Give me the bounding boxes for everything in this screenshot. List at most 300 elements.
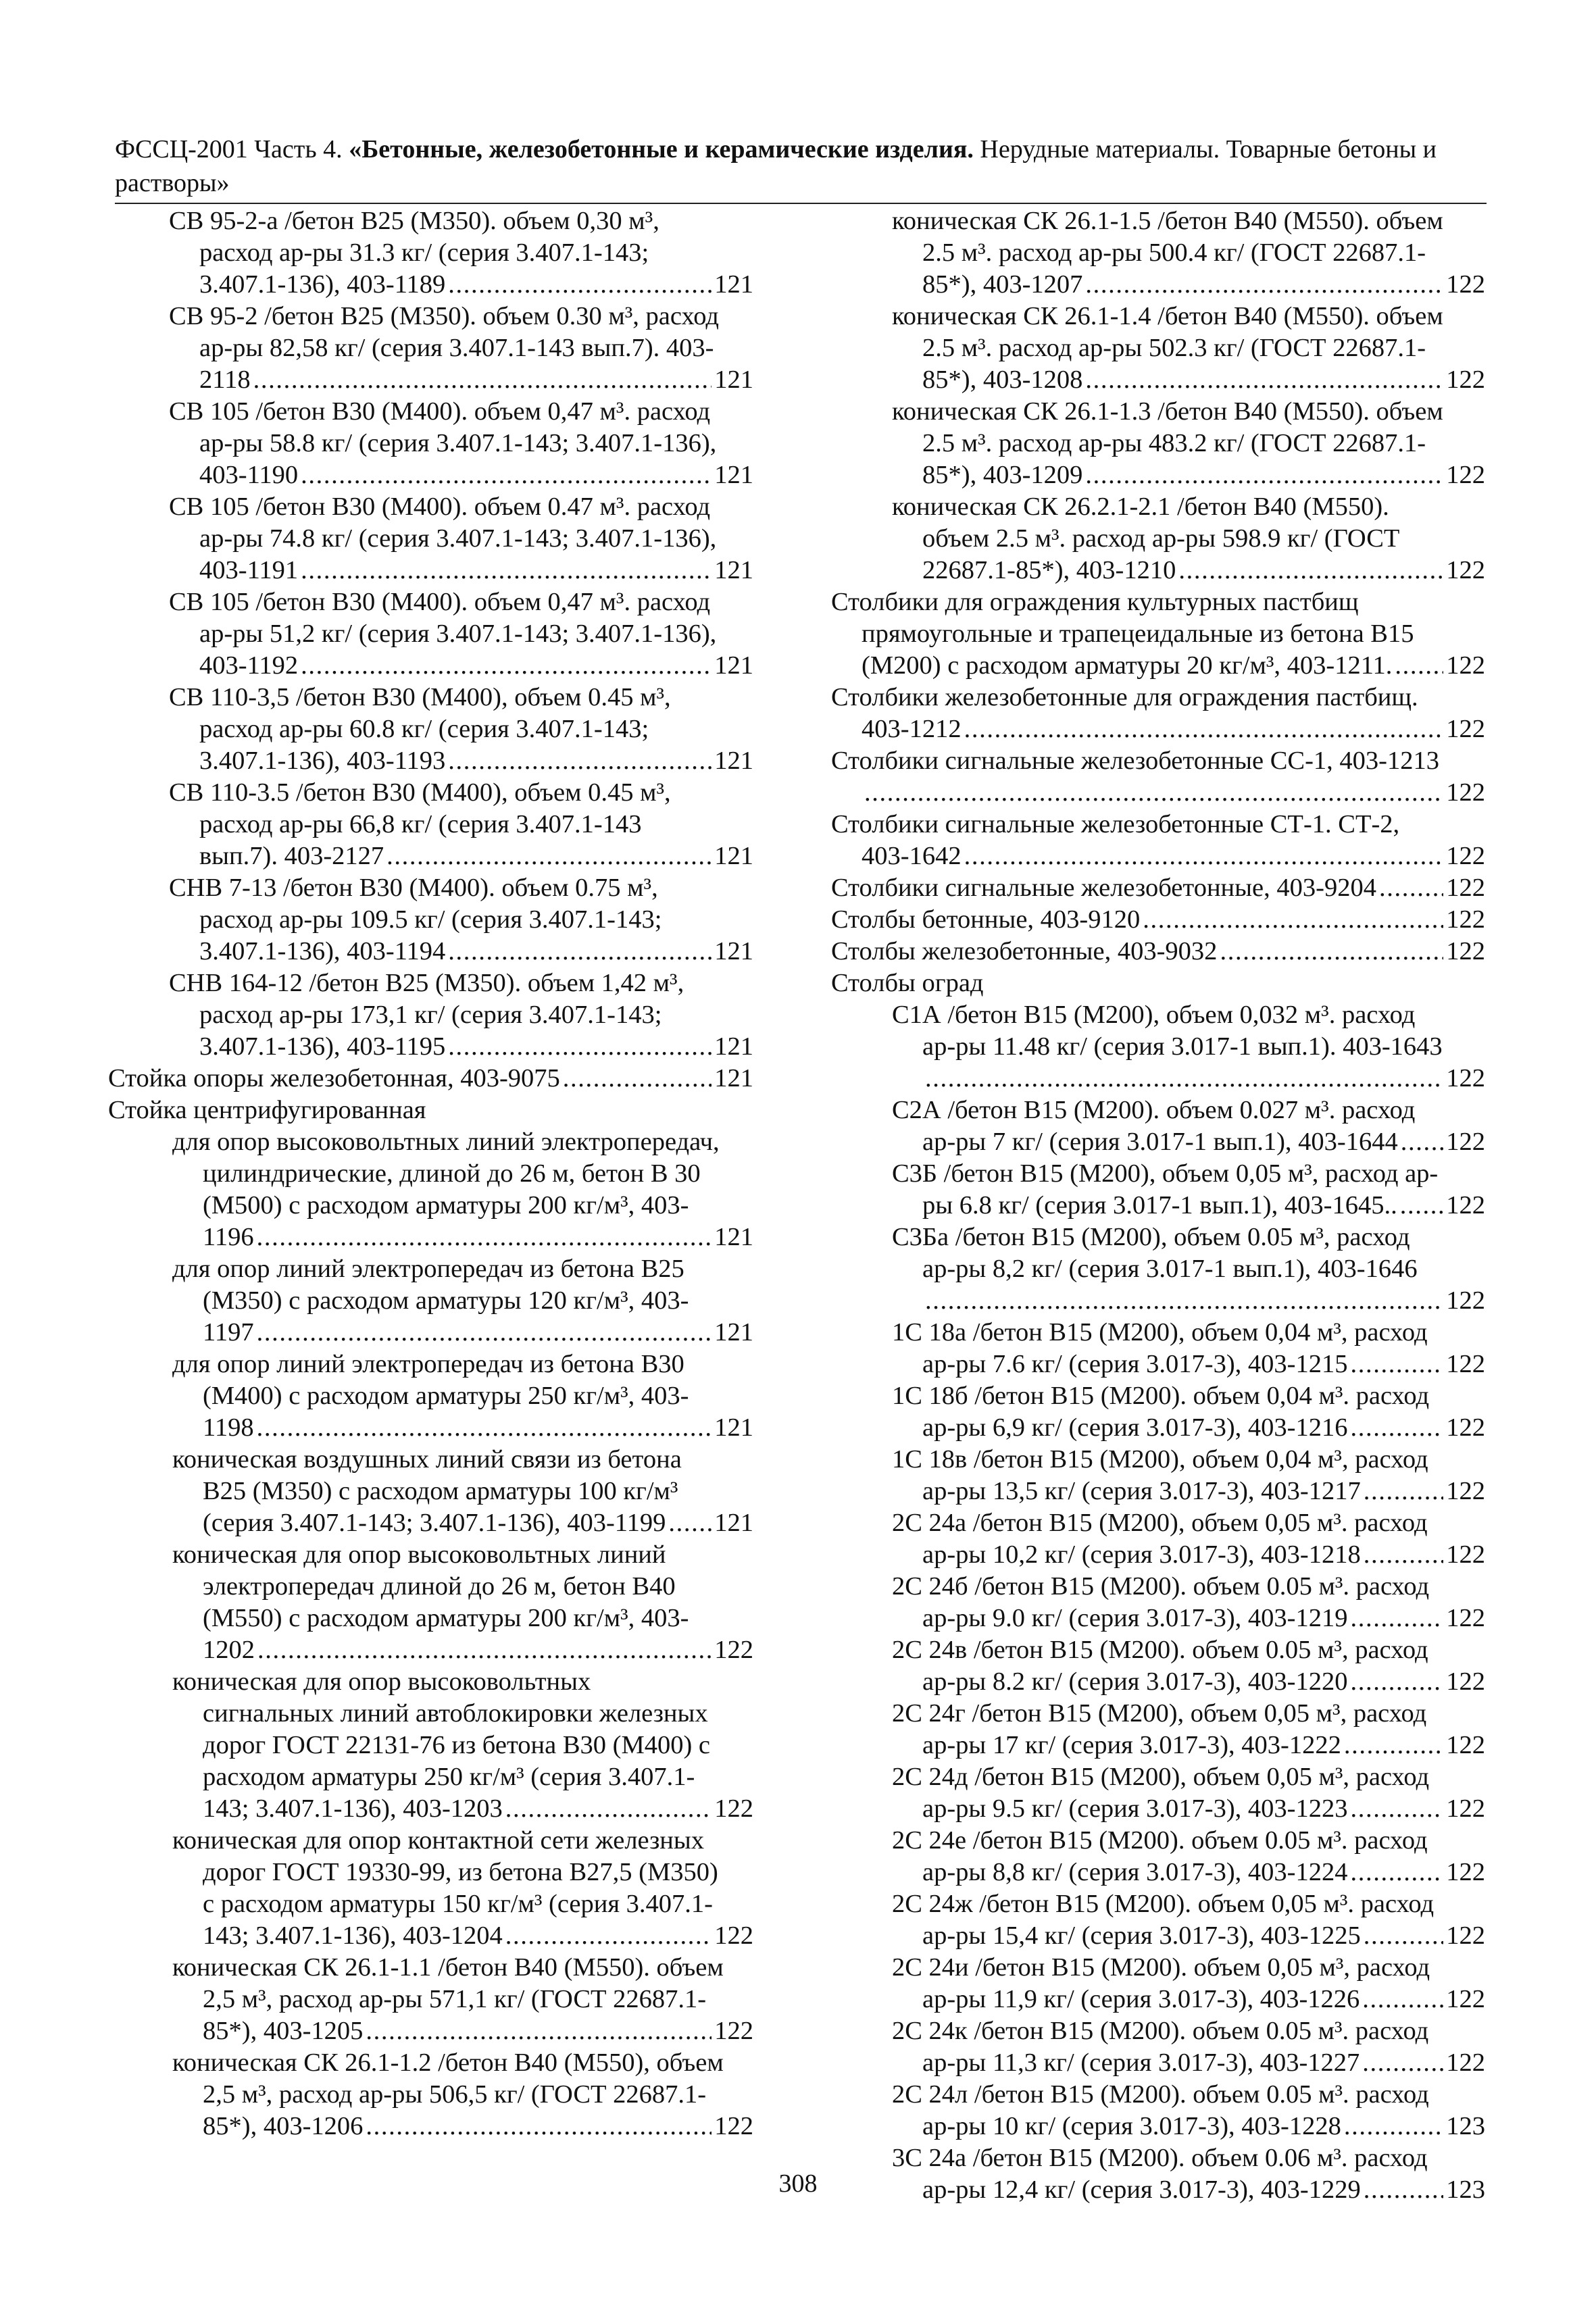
index-entry (831, 745, 1485, 809)
entry-text-line: (М550) с расходом арматуры 200 кг/м³, 403- (203, 1604, 689, 1632)
entry-leader-line (892, 1349, 1485, 1380)
entry-text-line: дорог ГОСТ 19330-99, из бетона В27,5 (М350) (203, 1858, 718, 1886)
entry-text-line: коническая СК 26.2.1-2.1 /бетон В40 (М550). (892, 493, 1389, 521)
entry-page-ref: 121 (714, 842, 753, 870)
index-entry (108, 396, 753, 491)
index-entry (831, 904, 1485, 936)
dot-leader (964, 713, 1444, 745)
entry-page-ref: 122 (1446, 1794, 1485, 1823)
entry-text-line: расход ар-ры 173,1 кг/ (серия 3.407.1-143; (199, 1001, 662, 1029)
index-entry (108, 967, 753, 1063)
entry-leader-line (831, 777, 1485, 809)
entry-text-line: коническая для опор высоковольтных (172, 1667, 591, 1696)
entry-last-text: 85*), 403-1206 (203, 2112, 364, 2140)
entry-leader-line (831, 904, 1485, 936)
entry-text-line: 2С 24д /бетон В15 (М200), объем 0,05 м³, расход (892, 1763, 1430, 1791)
index-entry (831, 682, 1485, 745)
index-entry (108, 1349, 753, 1444)
entry-leader-line (172, 1507, 753, 1539)
entry-page-ref: 122 (1446, 1413, 1485, 1442)
entry-last-text: ар-ры 10,2 кг/ (серия 3.017-3), 403-1218 (922, 1540, 1361, 1569)
entry-leader-line (172, 1920, 753, 1952)
entry-page-ref: 122 (1446, 842, 1485, 870)
entry-text-line: расход ар-ры 31.3 кг/ (серия 3.407.1-143; (199, 238, 649, 267)
entry-text-line: коническая СК 26.1-1.1 /бетон В40 (М550). объем (172, 1953, 724, 1982)
dot-leader (448, 1031, 712, 1063)
entry-page-ref: 122 (1446, 1128, 1485, 1156)
index-entry (831, 1634, 1485, 1698)
entry-last-text: ар-ры 7 кг/ (серия 3.017-1 вып.1), 403-1644 (922, 1128, 1398, 1156)
entry-text-line: 2С 24к /бетон В15 (М200). объем 0.05 м³. расход (892, 2017, 1429, 2045)
entry-leader-line (831, 713, 1485, 745)
dot-leader (386, 840, 712, 872)
entry-leader-line (892, 1126, 1485, 1158)
entry-text-line: С2А /бетон В15 (М200). объем 0.027 м³. расход (892, 1096, 1416, 1124)
right-index-column (831, 205, 1485, 2206)
entry-text-line: 2.5 м³. расход ар-ры 500.4 кг/ (ГОСТ 22687.1- (922, 238, 1426, 267)
dot-leader (1362, 1984, 1443, 2015)
entry-text-line: СВ 95-2-а /бетон В25 (М350). объем 0,30 м³, (169, 207, 659, 235)
index-entry (108, 491, 753, 586)
entry-page-ref: 122 (1446, 461, 1485, 489)
index-entry (108, 777, 753, 872)
entry-leader-line (892, 269, 1485, 301)
dot-leader (563, 1063, 712, 1095)
index-entry (108, 1539, 753, 1666)
dot-leader (257, 1412, 712, 1444)
entry-text-line: Стойка центрифугированная (108, 1096, 426, 1124)
entry-text-line: 2С 24г /бетон В15 (М200), объем 0,05 м³, расход (892, 1699, 1427, 1728)
entry-page-ref: 122 (1446, 1985, 1485, 2013)
entry-text-line: Столбы оград (831, 969, 984, 997)
entry-text-line: расход ар-ры 60.8 кг/ (серия 3.407.1-143; (199, 715, 649, 743)
entry-text-line: цилиндрические, длиной до 26 м, бетон В 30 (203, 1159, 701, 1188)
entry-last-text: 3.407.1-136), 403-1189 (199, 270, 446, 299)
entry-last-text: 22687.1-85*), 403-1210 (922, 556, 1176, 584)
index-entry (831, 1698, 1485, 1761)
entry-text-line: 3С 24а /бетон В15 (М200). объем 0.06 м³. расход (892, 2144, 1428, 2172)
entry-page-ref: 121 (714, 1318, 753, 1347)
entry-text-line: ар-ры 74.8 кг/ (серия 3.407.1-143; 3.407.1-136), (199, 524, 717, 553)
index-entry (108, 205, 753, 301)
dot-leader (257, 1222, 712, 1253)
entry-page-ref: 121 (714, 1509, 753, 1537)
entry-page-ref: 122 (1446, 715, 1485, 743)
entry-last-text: 1196 (203, 1223, 254, 1251)
dot-leader (1085, 459, 1443, 491)
entry-last-text: 403-1190 (199, 461, 299, 489)
index-entry (108, 1952, 753, 2047)
entry-leader-line (892, 2111, 1485, 2142)
dot-leader (1400, 1190, 1444, 1222)
entry-last-text: 403-1212 (862, 715, 962, 743)
dot-leader (1362, 2047, 1443, 2079)
entry-page-ref: 122 (1446, 556, 1485, 584)
page-number: 308 (778, 2169, 818, 2198)
entry-last-text: (серия 3.407.1-143; 3.407.1-136), 403-1199 (203, 1509, 666, 1537)
entry-page-ref: 122 (1446, 1667, 1485, 1696)
entry-last-text: ар-ры 8,8 кг/ (серия 3.017-3), 403-1224 (922, 1858, 1348, 1886)
entry-last-text: 1198 (203, 1413, 254, 1442)
index-entry (108, 2047, 753, 2142)
index-entry (831, 1571, 1485, 1634)
dot-leader (1379, 872, 1443, 904)
header-prefix: ФССЦ-2001 Часть 4. (115, 135, 349, 164)
entry-text-line: С1А /бетон В15 (М200), объем 0,032 м³. расход (892, 1001, 1416, 1029)
index-entry (108, 682, 753, 777)
dot-leader (448, 936, 712, 967)
entry-text-line: 2С 24и /бетон В15 (М200). объем 0,05 м³, расход (892, 1953, 1430, 1982)
entry-last-text: 1202 (203, 1636, 255, 1664)
entry-text-line: (М500) с расходом арматуры 200 кг/м³, 403- (203, 1191, 689, 1219)
entry-text-line: (М350) с расходом арматуры 120 кг/м³, 403- (203, 1286, 689, 1315)
entry-page-ref: 122 (1446, 905, 1485, 934)
entry-last-text: (М200) с расходом арматуры 20 кг/м³, 403-1211. (862, 651, 1393, 680)
entry-leader-line (831, 840, 1485, 872)
entry-text-line: электропередач длиной до 26 м, бетон В40 (203, 1572, 676, 1601)
index-entry (831, 1317, 1485, 1380)
entry-leader-line (892, 1920, 1485, 1952)
entry-last-text: ар-ры 8.2 кг/ (серия 3.017-3), 403-1220 (922, 1667, 1348, 1696)
entry-leader-line (892, 1190, 1485, 1222)
dot-leader (964, 840, 1444, 872)
entry-last-text: 85*), 403-1209 (922, 461, 1083, 489)
entry-text-line: 2С 24е /бетон В15 (М200). объем 0.05 м³. расход (892, 1826, 1428, 1855)
entry-last-text: ар-ры 15,4 кг/ (серия 3.017-3), 403-1225 (922, 1921, 1361, 1950)
index-entry (831, 1761, 1485, 1825)
entry-text-line: объем 2.5 м³. расход ар-ры 598.9 кг/ (ГОСТ (922, 524, 1400, 553)
dot-leader (301, 459, 712, 491)
entry-page-ref: 121 (714, 1223, 753, 1251)
dot-leader (448, 745, 712, 777)
entry-text-line: СВ 110-3.5 /бетон В30 (М400), объем 0.45 м³, (169, 778, 671, 807)
entry-page-ref: 121 (714, 1413, 753, 1442)
entry-last-text: 3.407.1-136), 403-1193 (199, 747, 446, 775)
entry-last-text: 85*), 403-1205 (203, 2017, 364, 2045)
index-entry (831, 1444, 1485, 1507)
index-entry (831, 586, 1485, 682)
index-entry (108, 1825, 753, 1952)
entry-leader-line (892, 1412, 1485, 1444)
dot-leader (1344, 2111, 1443, 2142)
dot-leader (864, 777, 1443, 809)
entry-leader-line (892, 459, 1485, 491)
entry-leader-line (892, 2047, 1485, 2079)
index-entry (831, 1507, 1485, 1571)
entry-last-text: ры 6.8 кг/ (серия 3.017-1 вып.1), 403-1645.. (922, 1191, 1397, 1219)
entry-page-ref: 122 (714, 1921, 753, 1950)
entry-leader-line (169, 745, 753, 777)
entry-text-line: коническая СК 26.1-1.3 /бетон В40 (М550). объем (892, 397, 1443, 426)
entry-last-text: 3.407.1-136), 403-1195 (199, 1032, 446, 1061)
entry-page-ref: 122 (714, 2017, 753, 2045)
entry-text-line: прямоугольные и трапецеидальные из бетона В15 (862, 620, 1414, 648)
dot-leader (448, 269, 712, 301)
index-entry (108, 1444, 753, 1539)
entry-text-line: Столбики для ограждения культурных пастбищ (831, 588, 1359, 616)
dot-leader (1143, 904, 1443, 936)
entry-text-line: 2С 24б /бетон В15 (М200). объем 0.05 м³. расход (892, 1572, 1430, 1601)
entry-last-text: 143; 3.407.1-136), 403-1203 (203, 1794, 503, 1823)
entry-text-line: коническая для опор высоковольтных линий (172, 1540, 666, 1569)
dot-leader (1395, 650, 1443, 682)
entry-text-line: расход ар-ры 66,8 кг/ (серия 3.407.1-143 (199, 810, 642, 838)
entry-text-line: СВ 105 /бетон В30 (М400). объем 0.47 м³. расход (169, 493, 711, 521)
entry-last-text: ар-ры 7.6 кг/ (серия 3.017-3), 403-1215 (922, 1350, 1348, 1378)
dot-leader (1350, 1603, 1443, 1634)
entry-last-text: 85*), 403-1207 (922, 270, 1083, 299)
index-entry (831, 872, 1485, 904)
dot-leader (366, 2111, 712, 2142)
entry-text-line: СНВ 164-12 /бетон В25 (М350). объем 1,42 м³, (169, 969, 684, 997)
entry-page-ref: 121 (714, 651, 753, 680)
dot-leader (1344, 1730, 1443, 1761)
dot-leader (1350, 1857, 1443, 1888)
left-index-column (108, 205, 753, 2142)
dot-leader (1085, 364, 1443, 396)
dot-leader (668, 1507, 712, 1539)
entry-text-line: СНВ 7-13 /бетон В30 (М400). объем 0.75 м³, (169, 874, 658, 902)
entry-last-text: 1197 (203, 1318, 254, 1347)
entry-leader-line (892, 1730, 1485, 1761)
entry-page-ref: 122 (1446, 1858, 1485, 1886)
entry-text-line: СВ 105 /бетон В30 (М400). объем 0,47 м³. расход (169, 397, 711, 426)
index-entry (831, 2079, 1485, 2142)
index-entry (831, 1095, 1485, 1158)
entry-leader-line (169, 650, 753, 682)
dot-leader (366, 2015, 712, 2047)
dot-leader (1350, 1412, 1443, 1444)
entry-last-text: 2118 (199, 366, 251, 394)
entry-leader-line (892, 1984, 1485, 2015)
dot-leader (505, 1920, 712, 1952)
entry-last-text: ар-ры 6,9 кг/ (серия 3.017-3), 403-1216 (922, 1413, 1348, 1442)
entry-page-ref: 122 (1446, 366, 1485, 394)
entry-text-line: ар-ры 11.48 кг/ (серия 3.017-1 вып.1). 403-1643 (922, 1032, 1443, 1061)
dot-leader (925, 1285, 1443, 1317)
entry-page-ref: 121 (714, 366, 753, 394)
entry-page-ref: 122 (1446, 1350, 1485, 1378)
entry-last-text: ар-ры 11,3 кг/ (серия 3.017-3), 403-1227 (922, 2048, 1360, 2077)
entry-text-line: расходом арматуры 250 кг/м³ (серия 3.407.1- (203, 1763, 695, 1791)
index-entry (108, 301, 753, 396)
entry-leader-line (169, 459, 753, 491)
header-bold-title: «Бетонные, железобетонные и керамические изделия. (349, 135, 974, 164)
entry-leader-line (172, 2111, 753, 2142)
entry-last-text: Стойка опоры железобетонная, 403-9075 (108, 1064, 560, 1092)
header-suffix: Нерудные материалы. Товарные бетоны и (973, 135, 1437, 164)
dot-leader (257, 1634, 712, 1666)
entry-last-text: Столбики сигнальные железобетонные, 403-9204 (831, 874, 1376, 902)
entry-page-ref: 121 (714, 1064, 753, 1092)
entry-page-ref: 122 (1446, 1921, 1485, 1950)
dot-leader (1350, 1349, 1443, 1380)
entry-page-ref: 121 (714, 556, 753, 584)
entry-text-line: 2С 24а /бетон В15 (М200), объем 0,05 м³. расход (892, 1509, 1428, 1537)
entry-page-ref: 122 (1446, 1191, 1485, 1219)
index-entry (831, 1158, 1485, 1222)
entry-text-line: коническая СК 26.1-1.2 /бетон В40 (М550), объем (172, 2048, 724, 2077)
entry-text-line: коническая СК 26.1-1.4 /бетон В40 (М550). объем (892, 302, 1443, 330)
entry-last-text: ар-ры 12,4 кг/ (серия 3.017-3), 403-1229 (922, 2175, 1361, 2204)
entry-text-line: Столбики железобетонные для ограждения пастбищ. (831, 683, 1418, 711)
index-entry (108, 1666, 753, 1825)
entry-page-ref: 122 (1446, 1477, 1485, 1505)
dot-leader (253, 364, 712, 396)
dot-leader (301, 650, 712, 682)
entry-text-line: (М400) с расходом арматуры 250 кг/м³, 403- (203, 1382, 689, 1410)
entry-page-ref: 122 (1446, 874, 1485, 902)
entry-page-ref: 122 (714, 1636, 753, 1664)
entry-page-ref: 123 (1446, 2175, 1485, 2204)
entry-last-text: 403-1191 (199, 556, 299, 584)
entry-text-line: ар-ры 58.8 кг/ (серия 3.407.1-143; 3.407.1-136), (199, 429, 717, 457)
entry-page-ref: 122 (1446, 2048, 1485, 2077)
index-entry (831, 491, 1485, 586)
index-entry (831, 1222, 1485, 1317)
entry-text-line: ар-ры 51,2 кг/ (серия 3.407.1-143; 3.407.1-136), (199, 620, 717, 648)
entry-last-text: 403-1192 (199, 651, 299, 680)
entry-text-line: 2,5 м³, расход ар-ры 506,5 кг/ (ГОСТ 22687.1- (203, 2080, 707, 2109)
entry-text-line: В25 (М350) с расходом арматуры 100 кг/м³ (203, 1477, 678, 1505)
entry-page-ref: 122 (1446, 778, 1485, 807)
entry-text-line: 2С 24ж /бетон В15 (М200). объем 0,05 м³. расход (892, 1890, 1435, 1918)
entry-text-line: 2,5 м³, расход ар-ры 571,1 кг/ (ГОСТ 22687.1- (203, 1985, 707, 2013)
entry-leader-line (892, 555, 1485, 586)
entry-leader-line (169, 555, 753, 586)
entry-leader-line (892, 1857, 1485, 1888)
entry-leader-line (172, 1222, 753, 1253)
index-entry (831, 1952, 1485, 2015)
entry-text-line: Столбики сигнальные железобетонные СТ-1. СТ-2, (831, 810, 1400, 838)
entry-text-line: С3Ба /бетон В15 (М200), объем 0.05 м³, расход (892, 1223, 1410, 1251)
entry-text-line: коническая воздушных линий связи из бетона (172, 1445, 682, 1474)
index-entry (831, 1825, 1485, 1888)
entry-text-line: 2.5 м³. расход ар-ры 502.3 кг/ (ГОСТ 22687.1- (922, 334, 1426, 362)
header-line2: растворы» (115, 169, 230, 197)
entry-last-text: Столбы железобетонные, 403-9032 (831, 937, 1218, 965)
index-entry (831, 396, 1485, 491)
dot-leader (1085, 269, 1443, 301)
entry-text-line: С3Б /бетон В15 (М200), объем 0,05 м³, расход ар- (892, 1159, 1439, 1188)
entry-last-text: 85*), 403-1208 (922, 366, 1083, 394)
entry-page-ref: 122 (1446, 1731, 1485, 1759)
entry-leader-line (169, 1031, 753, 1063)
entry-text-line: коническая для опор контактной сети железных (172, 1826, 705, 1855)
entry-leader-line (108, 1063, 753, 1095)
entry-leader-line (172, 1317, 753, 1349)
entry-leader-line (831, 936, 1485, 967)
page-header (115, 132, 1487, 200)
index-entry (831, 205, 1485, 301)
entry-leader-line (892, 1539, 1485, 1571)
dot-leader (505, 1793, 712, 1825)
entry-leader-line (172, 1793, 753, 1825)
entry-text-line: ар-ры 8,2 кг/ (серия 3.017-1 вып.1), 403-1646 (922, 1255, 1418, 1283)
entry-text-line: СВ 110-3,5 /бетон В30 (М400), объем 0.45 м³, (169, 683, 671, 711)
entry-leader-line (169, 936, 753, 967)
entry-text-line: сигнальных линий автоблокировки железных (203, 1699, 708, 1728)
entry-leader-line (892, 1793, 1485, 1825)
entry-last-text: вып.7). 403-2127 (199, 842, 384, 870)
entry-leader-line (172, 1634, 753, 1666)
index-entry (831, 2015, 1485, 2079)
entry-last-text: ар-ры 9.0 кг/ (серия 3.017-3), 403-1219 (922, 1604, 1348, 1632)
dot-leader (257, 1317, 712, 1349)
entry-text-line: для опор линий электропередач из бетона В25 (172, 1255, 684, 1283)
entry-text-line: 2С 24в /бетон В15 (М200). объем 0.05 м³, расход (892, 1636, 1428, 1664)
dot-leader (1178, 555, 1443, 586)
dot-leader (925, 1063, 1443, 1095)
entry-leader-line (831, 872, 1485, 904)
dot-leader (1350, 1793, 1443, 1825)
entry-page-ref: 122 (1446, 1540, 1485, 1569)
entry-page-ref: 122 (1446, 1064, 1485, 1092)
entry-text-line: Столбики сигнальные железобетонные СС-1, 403-1213 (831, 747, 1439, 775)
dot-leader (1220, 936, 1443, 967)
dot-leader (1364, 1476, 1444, 1507)
entry-page-ref: 122 (1446, 937, 1485, 965)
entry-last-text: 143; 3.407.1-136), 403-1204 (203, 1921, 503, 1950)
entry-leader-line (892, 1476, 1485, 1507)
entry-text-line: коническая СК 26.1-1.5 /бетон В40 (М550). объем (892, 207, 1443, 235)
entry-leader-line (892, 364, 1485, 396)
entry-last-text: ар-ры 10 кг/ (серия 3.017-3), 403-1228 (922, 2112, 1341, 2140)
entry-leader-line (892, 1063, 1485, 1095)
index-entry (108, 1063, 753, 1095)
entry-leader-line (169, 269, 753, 301)
entry-page-ref: 122 (1446, 270, 1485, 299)
dot-leader (1350, 1666, 1443, 1698)
entry-text-line: СВ 95-2 /бетон В25 (М350). объем 0.30 м³, расход (169, 302, 719, 330)
entry-last-text: 3.407.1-136), 403-1194 (199, 937, 446, 965)
entry-leader-line (892, 1603, 1485, 1634)
entry-page-ref: 122 (1446, 1604, 1485, 1632)
index-entry (831, 301, 1485, 396)
index-entry (108, 1095, 753, 1126)
entry-text-line: 2С 24л /бетон В15 (М200). объем 0.05 м³. расход (892, 2080, 1429, 2109)
index-entry (108, 872, 753, 967)
entry-page-ref: 121 (714, 461, 753, 489)
index-entry (831, 999, 1485, 1095)
entry-last-text: ар-ры 11,9 кг/ (серия 3.017-3), 403-1226 (922, 1985, 1360, 2013)
index-entry (108, 586, 753, 682)
entry-last-text: ар-ры 9.5 кг/ (серия 3.017-3), 403-1223 (922, 1794, 1348, 1823)
index-entry (831, 936, 1485, 967)
entry-last-text: ар-ры 13,5 кг/ (серия 3.017-3), 403-1217 (922, 1477, 1361, 1505)
entry-text-line: дорог ГОСТ 22131-76 из бетона В30 (М400) с (203, 1731, 710, 1759)
entry-page-ref: 122 (1446, 651, 1485, 680)
entry-page-ref: 121 (714, 747, 753, 775)
entry-text-line: расход ар-ры 109.5 кг/ (серия 3.407.1-143; (199, 905, 662, 934)
entry-text-line: 1С 18б /бетон В15 (М200). объем 0,04 м³. расход (892, 1382, 1430, 1410)
index-entry (108, 1126, 753, 1253)
entry-page-ref: 122 (1446, 1286, 1485, 1315)
entry-page-ref: 123 (1446, 2112, 1485, 2140)
entry-text-line: для опор высоковольтных линий электропередач, (172, 1128, 720, 1156)
entry-leader-line (831, 650, 1485, 682)
index-entry (831, 1888, 1485, 1952)
dot-leader (1364, 1539, 1444, 1571)
entry-last-text: 403-1642 (862, 842, 962, 870)
index-entry (831, 1380, 1485, 1444)
entry-text-line: 1С 18в /бетон В15 (М200), объем 0,04 м³, расход (892, 1445, 1428, 1474)
entry-text-line: СВ 105 /бетон В30 (М400). объем 0,47 м³. расход (169, 588, 711, 616)
entry-leader-line (172, 1412, 753, 1444)
dot-leader (301, 555, 712, 586)
index-entry (831, 809, 1485, 872)
entry-text-line: с расходом арматуры 150 кг/м³ (серия 3.407.1- (203, 1890, 713, 1918)
